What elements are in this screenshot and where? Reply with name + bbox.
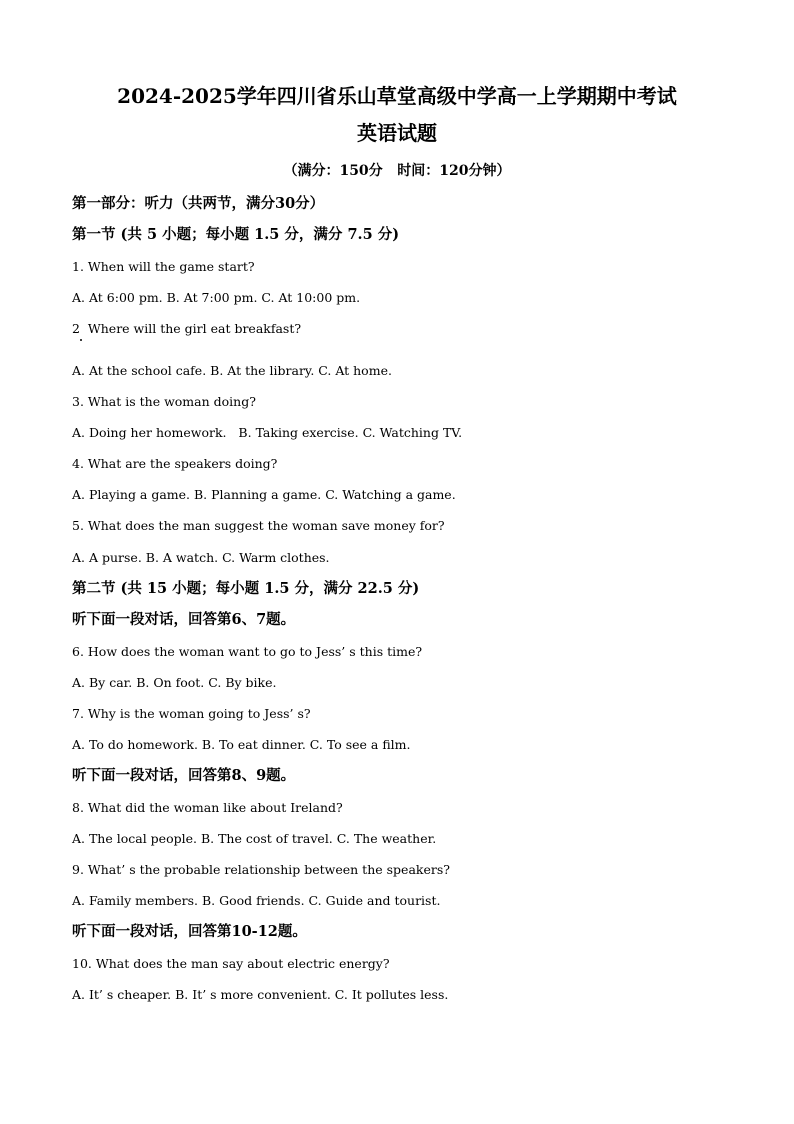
question-2: 2 Where will the girl eat breakfast?: [72, 321, 302, 336]
question-8: 8. What did the woman like about Ireland?: [72, 800, 343, 815]
question-9-options: A. Family members. B. Good friends. C. Guide and tourist.: [72, 893, 441, 908]
question-6-options: A. By car. B. On foot. C. By bike.: [72, 675, 277, 690]
instruction-8-9: 听下面一段对话，回答第8、9题。: [72, 767, 296, 784]
question-8-options: A. The local people. B. The cost of travel. C. The weather.: [72, 831, 437, 846]
section2-heading: 第二节 (共 15 小题；每小题 1.5 分，满分 22.5 分): [72, 580, 420, 597]
question-9: 9. What’ s the probable relationship between the speakers?: [72, 862, 450, 877]
part1-heading: 第一部分：听力（共两节，满分30分）: [72, 195, 325, 212]
question-5-options: A. A purse. B. A watch. C. Warm clothes.: [72, 550, 330, 565]
document-title: 2024-2025学年四川省乐山草堂高级中学高一上学期期中考试: [117, 84, 677, 108]
score-time-info: （满分：150分 时间：120分钟）: [283, 163, 511, 179]
document-subtitle: 英语试题: [357, 121, 437, 145]
question-3-options: A. Doing her homework. B. Taking exercise. C. Watching TV.: [72, 425, 463, 440]
instruction-10-12: 听下面一段对话，回答第10-12题。: [72, 923, 307, 940]
question-4-options: A. Playing a game. B. Planning a game. C. Watching a game.: [72, 487, 456, 502]
question-1-options: A. At 6:00 pm. B. At 7:00 pm. C. At 10:00 pm.: [72, 290, 361, 305]
question-4: 4. What are the speakers doing?: [72, 456, 278, 471]
question-3: 3. What is the woman doing?: [72, 394, 256, 409]
question-10-options: A. It’ s cheaper. B. It’ s more convenient. C. It pollutes less.: [72, 987, 449, 1002]
stray-dot: [80, 339, 82, 341]
question-7-options: A. To do homework. B. To eat dinner. C. To see a film.: [72, 737, 411, 752]
question-7: 7. Why is the woman going to Jess’ s?: [72, 706, 311, 721]
question-10: 10. What does the man say about electric energy?: [72, 956, 390, 971]
section1-heading: 第一节 (共 5 小题；每小题 1.5 分，满分 7.5 分): [72, 226, 400, 243]
question-6: 6. How does the woman want to go to Jess’ s this time?: [72, 644, 423, 659]
instruction-6-7: 听下面一段对话，回答第6、7题。: [72, 611, 296, 628]
question-2-options: A. At the school cafe. B. At the library. C. At home.: [72, 363, 392, 378]
question-5: 5. What does the man suggest the woman save money for?: [72, 518, 445, 533]
question-1: 1. When will the game start?: [72, 259, 255, 274]
